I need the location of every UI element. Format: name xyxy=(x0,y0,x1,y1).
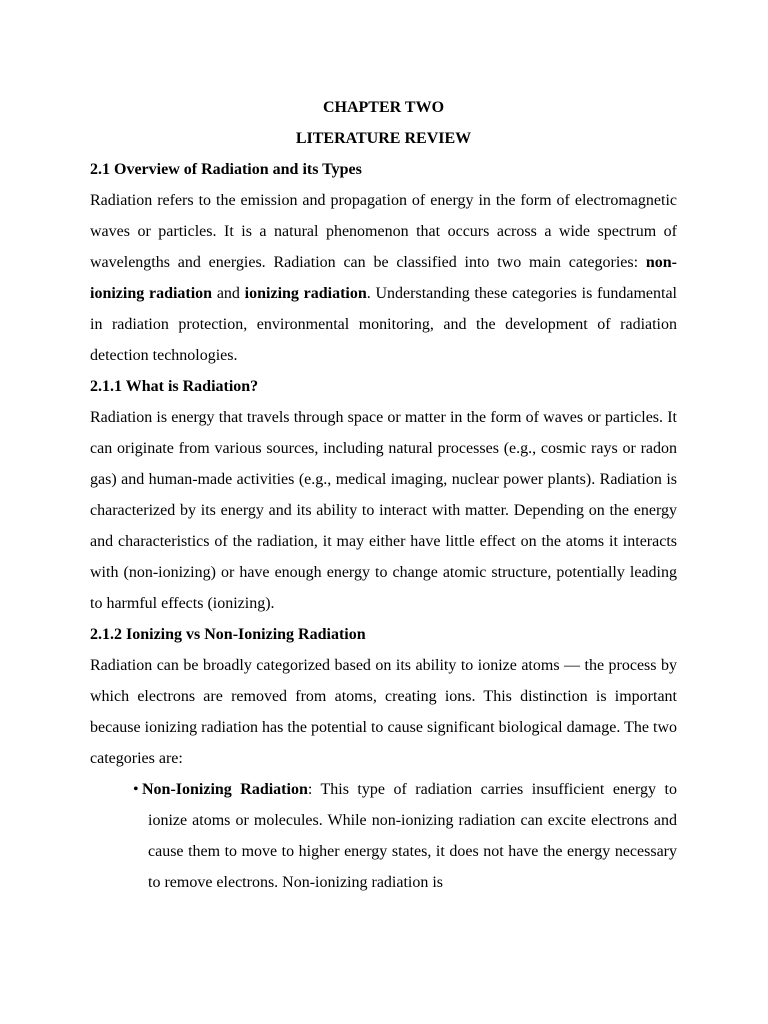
bold-term-ionizing: ionizing radiation xyxy=(244,285,367,302)
section-heading-2-1: 2.1 Overview of Radiation and its Types xyxy=(90,161,362,178)
chapter-label: CHAPTER TWO xyxy=(322,99,445,116)
paragraph-overview xyxy=(90,185,677,371)
list-item xyxy=(126,774,677,898)
bullet-text: : This type of radiation carries insufficient energy to ionize atoms or molecules. While non-ionizing radiation can excite electrons and cause them to move to higher energy states, it does not have the energy necessary to remove electrons. Non-ionizing radiation is xyxy=(148,781,677,891)
section-heading-2-1-1: 2.1.1 What is Radiation? xyxy=(90,378,259,395)
bullet-icon: • xyxy=(133,781,139,798)
section-heading-2-1-2: 2.1.2 Ionizing vs Non-Ionizing Radiation xyxy=(90,626,366,643)
paragraph-text: . Understanding these categories is fundamental in radiation protection, environmental monitoring, and the development of radiation detection technologies. xyxy=(90,285,677,364)
paragraph-what-is-radiation: Radiation is energy that travels through space or matter in the form of waves or particles. It can originate from various sources, including natural processes (e.g., cosmic rays or radon gas) and human-made activities (e.g., medical imaging, nuclear power plants). Radiation is characterized by its energy and its ability to interact with matter. Depending on the energy and characteristics of the radiation, it may either have little effect on the atoms it interacts with (non-ionizing) or have enough energy to change atomic structure, potentially leading to harmful effects (ionizing). xyxy=(90,409,677,612)
document-page xyxy=(90,92,677,898)
bold-term-non-ionizing: non-ionizing radiation xyxy=(90,254,677,302)
paragraph-ionizing-vs-non: Radiation can be broadly categorized based on its ability to ionize atoms — the process by which electrons are removed from atoms, creating ions. This distinction is important because ionizing radiation has the potential to cause significant biological damage. The two categories are: xyxy=(90,657,677,767)
paragraph-text: and xyxy=(212,285,245,302)
chapter-title: LITERATURE REVIEW xyxy=(295,130,472,147)
paragraph-text: Radiation refers to the emission and propagation of energy in the form of electromagnetic waves or particles. It is a natural phenomenon that occurs across a wide spectrum of wavelengths and energies. Radiation can be classified into two main categories: xyxy=(90,192,677,271)
category-list xyxy=(90,774,677,898)
bullet-term: Non-Ionizing Radiation xyxy=(142,781,308,798)
